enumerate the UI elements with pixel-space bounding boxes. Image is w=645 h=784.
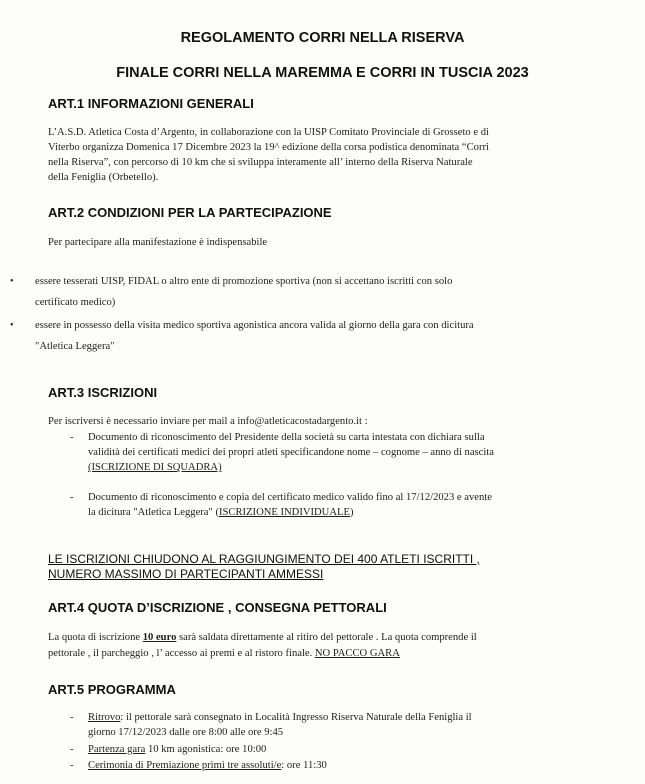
art2-intro: Per partecipare alla manifestazione è indispensabile <box>48 237 268 248</box>
art4-heading: ART.4 QUOTA D’ISCRIZIONE , CONSEGNA PETTORALI <box>48 600 387 615</box>
dash-marker: - <box>70 744 74 755</box>
art1-heading: ART.1 INFORMAZIONI GENERALI <box>48 96 254 111</box>
art3-item1-line: validità dei certificati medici dei propri atleti specificandone nome – cognome – anno di nascita <box>88 447 494 458</box>
document-title: REGOLAMENTO CORRI NELLA RISERVA <box>180 30 465 46</box>
dash-marker: - <box>70 432 74 443</box>
document-subtitle: FINALE CORRI NELLA MAREMMA E CORRI IN TUSCIA 2023 <box>116 65 529 81</box>
art3-item2-line: Documento di riconoscimento e copia del certificato medico valido fino al 17/12/2023 e avente <box>88 492 492 503</box>
art2-bullet-line: essere tesserati UISP, FIDAL o altro ente di promozione sportiva (non si accettano iscritti con solo <box>35 276 453 287</box>
art1-line: Viterbo organizza Domenica 17 Dicembre 2023 la 19^ edizione della corsa podistica denominata “Corri <box>48 142 489 153</box>
art3-heading: ART.3 ISCRIZIONI <box>48 385 158 400</box>
art5-item: Cerimonia di Premiazione primi tre assoluti/e: ore 11:30 <box>88 760 327 771</box>
art3-item1-line: (ISCRIZIONE DI SQUADRA) <box>88 462 222 473</box>
art2-bullet-line: essere in possesso della visita medico sportiva agonistica ancora valida al giorno della gara con dicitura <box>35 320 474 331</box>
dash-marker: - <box>70 760 74 771</box>
art2-heading: ART.2 CONDIZIONI PER LA PARTECIPAZIONE <box>48 205 332 220</box>
art3-item1-line: Documento di riconoscimento del Presidente della società su carta intestata con dichiara sulla <box>88 432 485 443</box>
art5-item: Ritrovo: il pettorale sarà consegnato in Località Ingresso Riserva Naturale della Feniglia il <box>88 712 472 723</box>
art4-line: pettorale , il parcheggio , l’ accesso ai premi e al ristoro finale. NO PACCO GARA <box>48 648 400 659</box>
art5-item: giorno 17/12/2023 dalle ore 8:00 alle ore 9:45 <box>88 727 284 738</box>
registration-notice: LE ISCRIZIONI CHIUDONO AL RAGGIUNGIMENTO DEI 400 ATLETI ISCRITTI , <box>48 552 480 566</box>
no-race-pack: NO PACCO GARA <box>314 648 400 659</box>
art5-item: Partenza gara 10 km agonistica: ore 10:00 <box>88 744 267 755</box>
bullet-marker: • <box>10 276 14 287</box>
dash-marker: - <box>70 492 74 503</box>
dash-marker: - <box>70 712 74 723</box>
art2-bullet-line: "Atletica Leggera" <box>35 341 115 352</box>
art1-line: nella Riserva”, con percorso di 10 km che si sviluppa interamente all’ interno della Riserva Naturale <box>48 157 473 168</box>
bullet-marker: • <box>10 320 14 331</box>
art4-line: La quota di iscrizione 10 euro sarà saldata direttamente al ritiro del pettorale . La quota comprende il <box>48 632 477 643</box>
art5-heading: ART.5 PROGRAMMA <box>48 682 176 697</box>
art1-line: L’A.S.D. Atletica Costa d’Argento, in collaborazione con la UISP Comitato Provinciale di Grosseto e di <box>48 127 489 138</box>
art1-line: della Feniglia (Orbetello). <box>48 172 159 183</box>
fee-amount: 10 euro <box>142 632 177 643</box>
art3-intro: Per iscriversi è necessario inviare per mail a info@atleticacostadargento.it : <box>48 416 368 427</box>
art3-item2-line: la dicitura "Atletica Leggera" (ISCRIZIONE INDIVIDUALE) <box>88 507 354 518</box>
registration-notice: NUMERO MASSIMO DI PARTECIPANTI AMMESSI <box>48 567 324 581</box>
art2-bullet-line: certificato medico) <box>35 297 116 308</box>
